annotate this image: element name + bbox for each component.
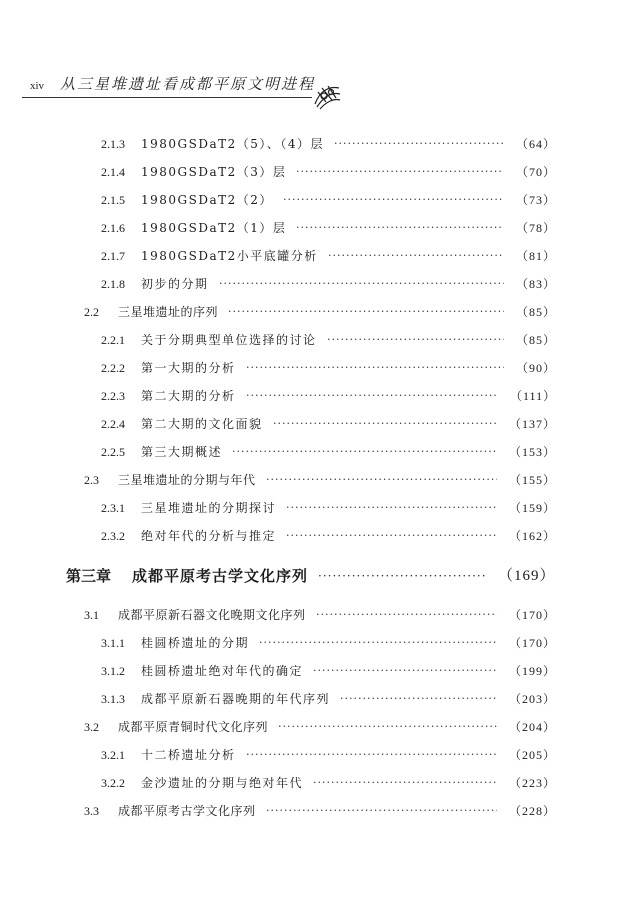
toc-entry-number: 2.1.6 [101, 221, 125, 235]
toc-leader-dots [313, 773, 497, 793]
toc-entry-page: （78） [516, 221, 557, 235]
toc-entry-title: 1980GSDaT2（5）、（4）层 [141, 137, 325, 151]
toc-entry[interactable] [0, 633, 638, 653]
toc-entry-number: 2.2.4 [101, 417, 125, 431]
toc-leader-dots [266, 801, 497, 821]
toc-entry[interactable] [0, 246, 638, 266]
toc-leader-dots [278, 717, 497, 737]
toc-entry-number: 2.2.5 [101, 445, 125, 459]
toc-entry[interactable] [0, 386, 638, 406]
toc-entry-number: 3.2 [84, 720, 99, 734]
toc-leader-dots [318, 566, 486, 586]
toc-entry-title: 第二大期的文化面貌 [141, 417, 263, 431]
toc-entry[interactable] [0, 274, 638, 294]
toc-entry-page: （223） [509, 776, 557, 790]
toc-entry-title: 关于分期典型单位选择的讨论 [141, 333, 317, 347]
toc-entry-number: 2.1.3 [101, 137, 125, 151]
toc-entry-title: 1980GSDaT2（1）层 [141, 221, 287, 235]
toc-entry-number: 2.1.8 [101, 277, 125, 291]
toc-entry[interactable] [0, 526, 638, 546]
toc-entry-title: 初步的分期 [141, 277, 209, 291]
toc-entry[interactable] [0, 358, 638, 378]
toc-entry-number: 3.1.3 [101, 692, 125, 706]
toc-entry[interactable] [0, 801, 638, 821]
toc-entry-title: 金沙遗址的分期与绝对年代 [141, 776, 304, 790]
toc-entry-page: （170） [509, 608, 557, 622]
toc-entry-page: （159） [509, 501, 557, 515]
toc-leader-dots [228, 302, 504, 322]
toc-entry-page: （70） [516, 165, 557, 179]
toc-entry-title: 1980GSDaT2（2） [141, 193, 273, 207]
toc-leader-dots [246, 358, 504, 378]
toc-entry-page: （228） [509, 804, 557, 818]
toc-entry-page: （199） [509, 664, 557, 678]
toc-entry-number: 3.2.1 [101, 748, 125, 762]
toc-entry-number: 3.3 [84, 804, 99, 818]
toc-entry-number: 第三章 [66, 567, 112, 585]
toc-entry-page: （169） [498, 568, 556, 584]
toc-entry-page: （203） [509, 692, 557, 706]
toc-entry[interactable] [0, 773, 638, 793]
toc-entry[interactable] [0, 717, 638, 737]
toc-entry-page: （85） [516, 305, 557, 319]
toc-entry-number: 3.1 [84, 608, 99, 622]
toc-leader-dots [328, 246, 504, 266]
toc-leader-dots [316, 605, 497, 625]
toc-entry-title: 第二大期的分析 [141, 389, 236, 403]
toc-entry[interactable] [0, 689, 638, 709]
toc-entry-page: （205） [509, 748, 557, 762]
toc-leader-dots [266, 470, 497, 490]
toc-entry-title: 桂圆桥遗址的分期 [141, 636, 250, 650]
toc-entry-title: 桂圆桥遗址绝对年代的确定 [141, 664, 304, 678]
toc-entry[interactable] [0, 745, 638, 765]
toc-entry[interactable] [0, 162, 638, 182]
toc-entry-number: 2.3 [84, 473, 99, 487]
toc-entry[interactable] [0, 566, 638, 586]
toc-entry-page: （155） [509, 473, 557, 487]
toc-entry-title: 第三大期概述 [141, 445, 223, 459]
toc-entry-title: 成都平原新石器晚期的年代序列 [141, 692, 331, 706]
toc-entry-number: 3.1.1 [101, 636, 125, 650]
toc-entry-title: 1980GSDaT2小平底罐分析 [141, 249, 318, 263]
toc-entry-page: （204） [509, 720, 557, 734]
toc-leader-dots [232, 442, 497, 462]
toc-entry[interactable] [0, 498, 638, 518]
toc-leader-dots [313, 661, 497, 681]
toc-entry-number: 2.3.2 [101, 529, 125, 543]
toc-entry-title: 十二桥遗址分析 [141, 748, 236, 762]
toc-leader-dots [296, 218, 504, 238]
toc-entry-title: 成都平原考古学文化序列 [132, 567, 309, 585]
toc-leader-dots [219, 274, 504, 294]
toc-entry[interactable] [0, 134, 638, 154]
toc-leader-dots [286, 498, 497, 518]
toc-entry[interactable] [0, 442, 638, 462]
toc-entry-number: 2.3.1 [101, 501, 125, 515]
toc-leader-dots [296, 162, 504, 182]
toc-entry-title: 绝对年代的分析与推定 [141, 529, 277, 543]
toc-entry[interactable] [0, 414, 638, 434]
toc-entry-number: 3.2.2 [101, 776, 125, 790]
toc-entry-page: （153） [509, 445, 557, 459]
toc-entry-title: 三星堆遗址的分期与年代 [118, 473, 256, 487]
toc-leader-dots [246, 386, 498, 406]
toc-leader-dots [283, 190, 504, 210]
toc-entry-page: （111） [510, 389, 557, 403]
toc-entry-number: 2.2.1 [101, 333, 125, 347]
toc-entry-page: （170） [509, 636, 557, 650]
toc-entry-page: （64） [516, 137, 557, 151]
toc-leader-dots [246, 745, 497, 765]
toc-entry-title: 1980GSDaT2（3）层 [141, 165, 287, 179]
toc-entry-page: （81） [516, 249, 557, 263]
toc-entry-page: （73） [516, 193, 557, 207]
toc-entry-title: 第一大期的分析 [141, 361, 236, 375]
toc-leader-dots [259, 633, 497, 653]
toc-entry[interactable] [0, 605, 638, 625]
toc-entry-title: 成都平原新石器文化晚期文化序列 [118, 608, 306, 622]
page-number: xiv [30, 80, 45, 92]
toc-entry-title: 三星堆遗址的分期探讨 [141, 501, 277, 515]
toc-entry-number: 2.2.2 [101, 361, 125, 375]
toc-entry-page: （85） [516, 333, 557, 347]
toc-leader-dots [334, 134, 504, 154]
toc-entry-title: 三星堆遗址的序列 [118, 305, 219, 319]
toc-leader-dots [327, 330, 504, 350]
toc-leader-dots [273, 414, 497, 434]
book-title: 从三星堆遗址看成都平原文明进程 [60, 75, 316, 93]
toc-entry-page: （162） [509, 529, 557, 543]
toc-entry-number: 2.1.4 [101, 165, 125, 179]
toc-entry[interactable] [0, 470, 638, 490]
toc-leader-dots [340, 689, 497, 709]
toc-entry-page: （90） [516, 361, 557, 375]
toc-entry-number: 2.2.3 [101, 389, 125, 403]
toc-entry-number: 2.2 [84, 305, 99, 319]
toc-entry-title: 成都平原青铜时代文化序列 [118, 720, 269, 734]
toc-entry[interactable] [0, 218, 638, 238]
toc-entry-page: （83） [516, 277, 557, 291]
toc-entry[interactable] [0, 330, 638, 350]
toc-leader-dots [286, 526, 497, 546]
toc-entry[interactable] [0, 302, 638, 322]
toc-entry-title: 成都平原考古学文化序列 [118, 804, 256, 818]
toc-entry-page: （137） [509, 417, 557, 431]
toc-entry-number: 3.1.2 [101, 664, 125, 678]
toc-entry-number: 2.1.5 [101, 193, 125, 207]
toc-entry-number: 2.1.7 [101, 249, 125, 263]
toc-entry[interactable] [0, 661, 638, 681]
toc-entry[interactable] [0, 190, 638, 210]
